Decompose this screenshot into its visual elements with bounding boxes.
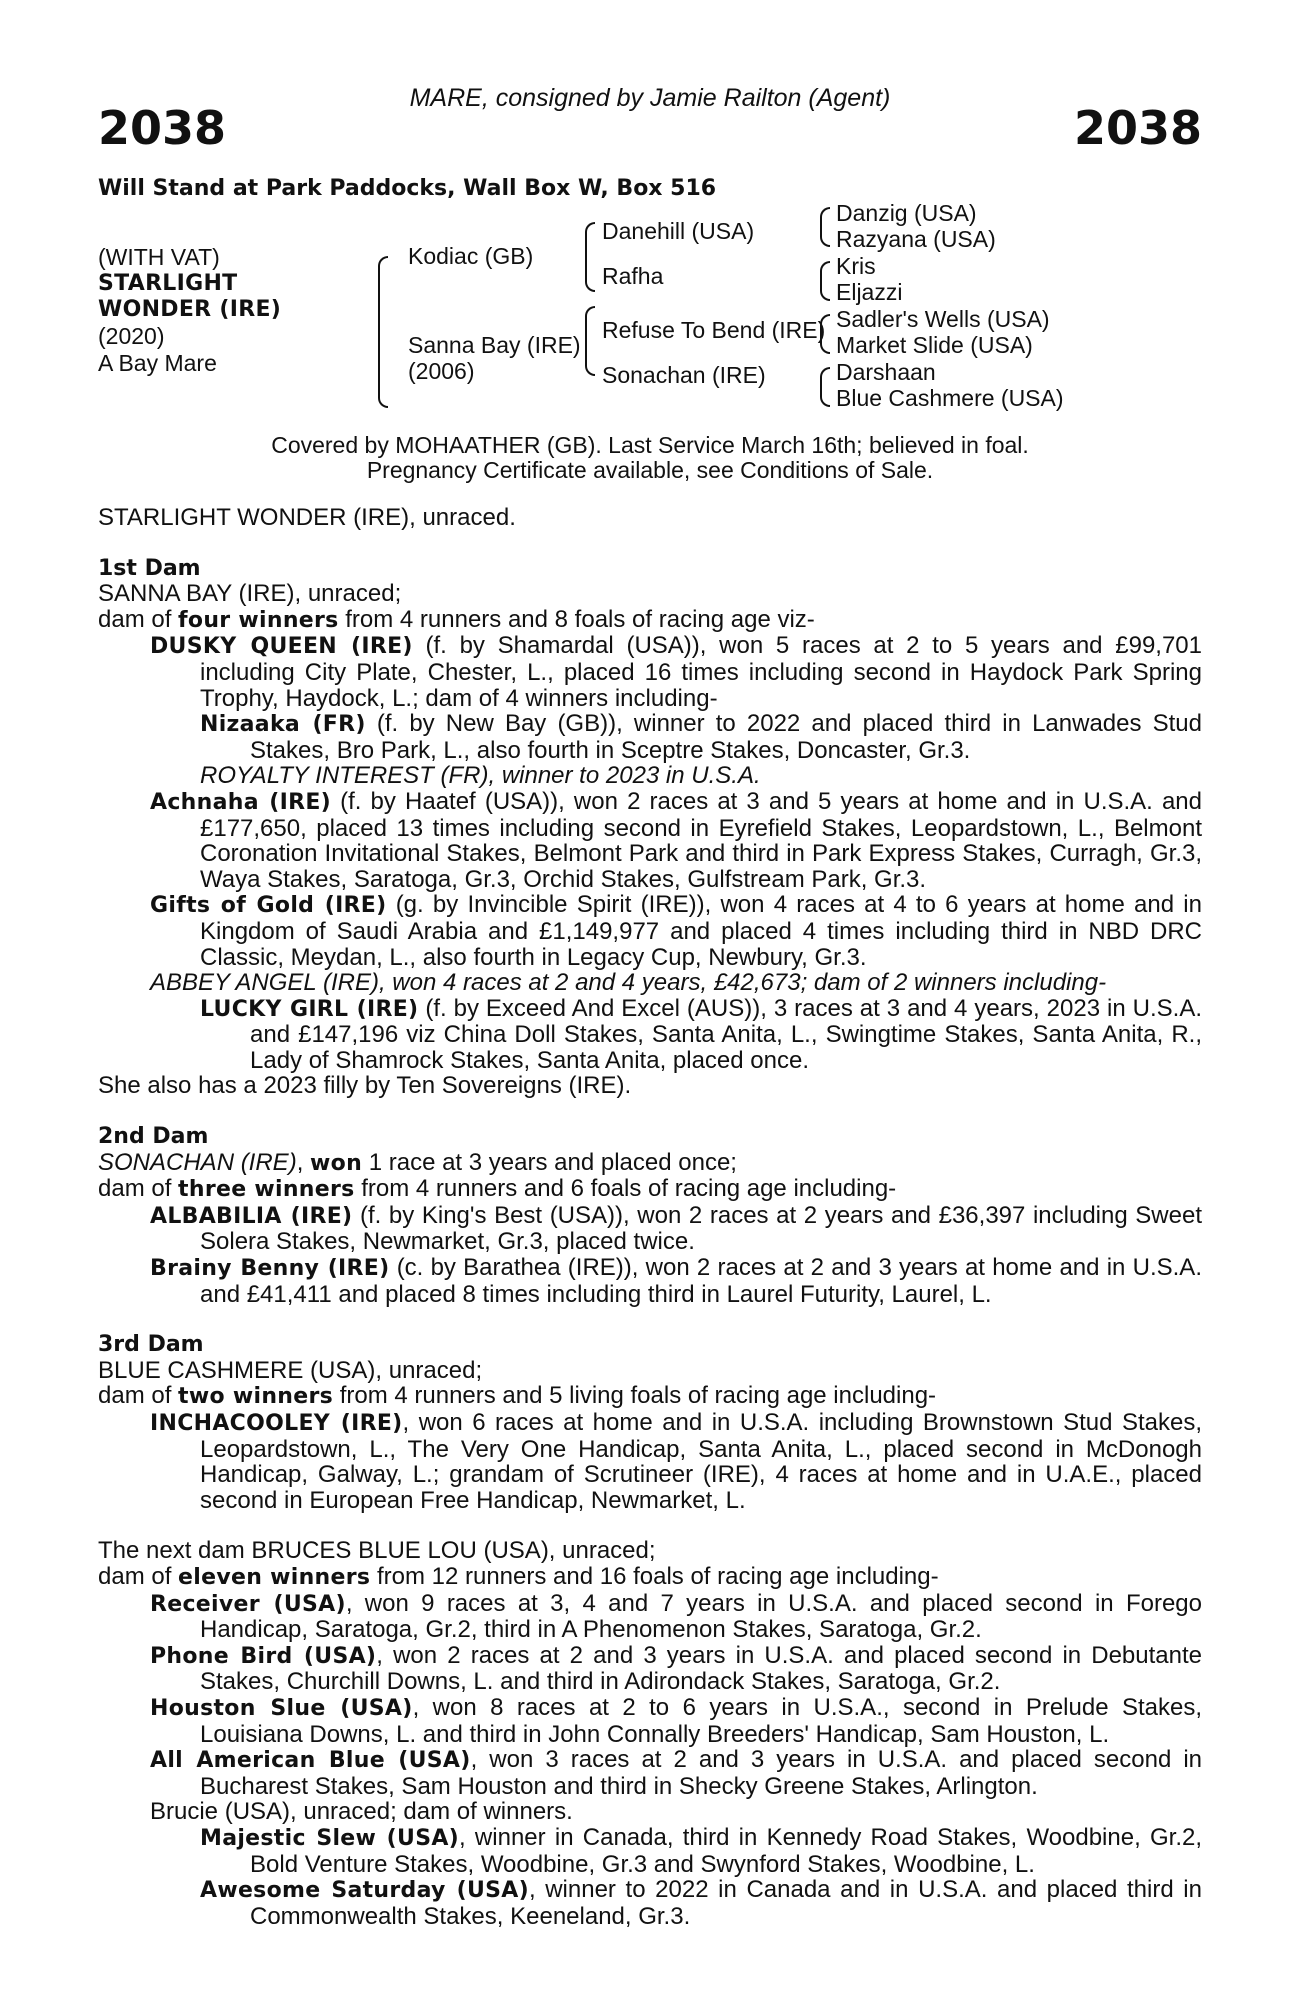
pedigree-brace-dd xyxy=(820,367,830,407)
pedigree-brace-ds xyxy=(820,314,830,354)
dam-dam: Sonachan (IRE) xyxy=(602,362,766,388)
sire-dam-dam: Eljazzi xyxy=(836,279,903,305)
lot-number-right: 2038 xyxy=(1073,101,1202,155)
progeny-awesome-saturday: Awesome Saturday (USA), winner to 2022 in Canada and in U.S.A. and placed third in Commonwealth Stakes, Keeneland, Gr.3. xyxy=(200,1876,1202,1930)
covered-note xyxy=(98,433,1202,483)
sire-sire-sire: Danzig (USA) xyxy=(836,200,977,226)
progeny-brainy-benny: Brainy Benny (IRE) (c. by Barathea (IRE)), won 2 races at 2 and 3 years at home and in U.S.A. and £41,411 and placed 8 times including third in Laurel Futurity, Laurel, L. xyxy=(150,1254,1202,1308)
covered-line1: Covered by MOHAATHER (GB). Last Service March 16th; believed in foal. xyxy=(271,432,1029,458)
covered-line2: Pregnancy Certificate available, see Conditions of Sale. xyxy=(366,457,934,483)
third-dam-heading: 3rd Dam xyxy=(98,1332,204,1358)
first-dam-also: She also has a 2023 filly by Ten Sovereigns (IRE). xyxy=(98,1072,632,1100)
catalogue-body xyxy=(98,505,1202,1929)
third-dam-line1: BLUE CASHMERE (USA), unraced; xyxy=(98,1356,483,1384)
progeny-dusky-queen: DUSKY QUEEN (IRE) (f. by Shamardal (USA)), won 5 races at 2 to 5 years and £99,701 including City Plate, Chester, L., placed 16 times including second in Haydock Park Spring Trophy, Haydock, L.; dam of 4 winners including- xyxy=(150,632,1202,712)
dam-sire-dam: Market Slide (USA) xyxy=(836,332,1033,358)
progeny-gifts-of-gold: Gifts of Gold (IRE) (g. by Invincible Spirit (IRE)), won 4 races at 4 to 6 years at home and in Kingdom of Saudi Arabia and £1,149,977 and placed 4 times including third in NBD DRC Classic, Meydan, L., also fourth in Legacy Cup, Newbury, Gr.3. xyxy=(150,891,1202,971)
second-dam-heading: 2nd Dam xyxy=(98,1124,209,1150)
third-dam-line2: dam of two winners from 4 runners and 5 living foals of racing age including- xyxy=(98,1382,937,1410)
progeny-lucky-girl: LUCKY GIRL (IRE) (f. by Exceed And Excel (AUS)), 3 races at 3 and 4 years, 2023 in U.S.A. and £147,196 viz China Doll Stakes, Santa Anita, L., Swingtime Stakes, Santa Anita, R., Lady of Shamrock Stakes, Santa Anita, placed once. xyxy=(200,994,1202,1074)
lot-number-left: 2038 xyxy=(98,101,227,155)
sire-sire: Danehill (USA) xyxy=(602,218,755,244)
second-dam-line1: SONACHAN (IRE), won 1 race at 3 years and placed once; xyxy=(98,1148,737,1176)
stand-location: Will Stand at Park Paddocks, Wall Box W, Box 516 xyxy=(98,176,717,201)
second-dam-line2: dam of three winners from 4 runners and 6 foals of racing age including- xyxy=(98,1175,897,1203)
consignor-subtitle: MARE, consigned by Jamie Railton (Agent) xyxy=(409,84,891,112)
intro-line: STARLIGHT WONDER (IRE), unraced. xyxy=(98,504,516,531)
first-dam-line1: SANNA BAY (IRE), unraced; xyxy=(98,580,402,608)
progeny-royalty-interest: ROYALTY INTEREST (FR), winner to 2023 in U.S.A. xyxy=(200,762,761,790)
pedigree-brace-ss xyxy=(820,207,830,247)
horse-name-line1: STARLIGHT xyxy=(98,271,238,296)
pedigree-brace-sd xyxy=(820,261,830,301)
sire-sire-dam: Razyana (USA) xyxy=(836,226,996,252)
first-dam-heading: 1st Dam xyxy=(98,555,201,581)
sire-dam: Rafha xyxy=(602,263,664,289)
progeny-all-american-blue: All American Blue (USA), won 3 races at 2 and 3 years in U.S.A. and placed second in Bucharest Stakes, Sam Houston and third in Shecky Greene Stakes, Arlington. xyxy=(150,1746,1202,1800)
progeny-nizaaka: Nizaaka (FR) (f. by New Bay (GB)), winner to 2022 and placed third in Lanwades Stud Stakes, Bro Park, L., also fourth in Sceptre Stakes, Doncaster, Gr.3. xyxy=(200,710,1202,764)
horse-description: A Bay Mare xyxy=(98,350,217,376)
pedigree-brace-main xyxy=(378,256,388,408)
progeny-phone-bird: Phone Bird (USA), won 2 races at 2 and 3 years in U.S.A. and placed second in Debutante Stakes, Churchill Downs, L. and third in Adirondack Stakes, Saratoga, Gr.2. xyxy=(150,1641,1203,1696)
progeny-houston-slue: Houston Slue (USA), won 8 races at 2 to 6 years in U.S.A., second in Prelude Stakes, Louisiana Downs, L. and third in John Connally Breeders' Handicap, Sam Houston, L. xyxy=(150,1693,1202,1748)
progeny-majestic-slew: Majestic Slew (USA), winner in Canada, third in Kennedy Road Stakes, Woodbine, Gr.2, Bold Venture Stakes, Woodbine, Gr.3 and Swynford Stakes, Woodbine, L. xyxy=(200,1823,1202,1878)
pedigree-brace-sire xyxy=(585,222,595,292)
dam-dam-sire: Darshaan xyxy=(836,359,936,385)
progeny-achnaha: Achnaha (IRE) (f. by Haatef (USA)), won 2 races at 3 and 5 years at home and in U.S.A. and £177,650, placed 13 times including second in Eyrefield Stakes, Leopardstown, L., Belmont Coronation Invitational Stakes, Belmont Park and third in Park Express Stakes, Curragh, Gr.3, Waya Stakes, Saratoga, Gr.3, Orchid Stakes, Gulfstream Park, Gr.3. xyxy=(150,787,1202,893)
pedigree-brace-dam xyxy=(585,306,595,376)
dam-year: (2006) xyxy=(408,358,475,384)
horse-year: (2020) xyxy=(98,323,165,349)
progeny-receiver: Receiver (USA), won 9 races at 3, 4 and 7 years in U.S.A. and placed second in Forego Handicap, Saratoga, Gr.2, third in A Phenomenon Stakes, Saratoga, Gr.2. xyxy=(150,1589,1202,1644)
next-dam-line1: The next dam BRUCES BLUE LOU (USA), unraced; xyxy=(98,1537,656,1565)
progeny-albabilia: ALBABILIA (IRE) (f. by King's Best (USA)), won 2 races at 2 years and £36,397 including Sweet Solera Stakes, Newmarket, Gr.3, placed twice. xyxy=(150,1201,1202,1256)
dam-sire: Refuse To Bend (IRE) xyxy=(602,317,826,343)
first-dam-line2: dam of four winners from 4 runners and 8 foals of racing age viz- xyxy=(98,605,815,633)
dam-name: Sanna Bay (IRE) xyxy=(408,332,581,358)
progeny-abbey-angel: ABBEY ANGEL (IRE), won 4 races at 2 and 4 years, £42,673; dam of 2 winners including- xyxy=(150,969,1107,997)
progeny-brucie: Brucie (USA), unraced; dam of winners. xyxy=(150,1798,573,1826)
horse-name-line2: WONDER (IRE) xyxy=(98,297,282,322)
sire-dam-sire: Kris xyxy=(836,253,876,279)
vat-note: (WITH VAT) xyxy=(98,244,220,270)
next-dam-line2: dam of eleven winners from 12 runners and 16 foals of racing age including- xyxy=(98,1562,939,1590)
sire-name: Kodiac (GB) xyxy=(408,243,534,269)
progeny-inchacooley: INCHACOOLEY (IRE), won 6 races at home and in U.S.A. including Brownstown Stud Stakes, Leopardstown, L., The Very One Handicap, Santa Anita, L., placed second in McDonogh Handicap, Galway, L.; grandam of Scrutineer (IRE), 4 races at home and in U.A.E., placed second in European Free Handicap, Newmarket, L. xyxy=(150,1409,1202,1514)
dam-sire-sire: Sadler's Wells (USA) xyxy=(836,306,1050,332)
dam-dam-dam: Blue Cashmere (USA) xyxy=(836,385,1064,411)
